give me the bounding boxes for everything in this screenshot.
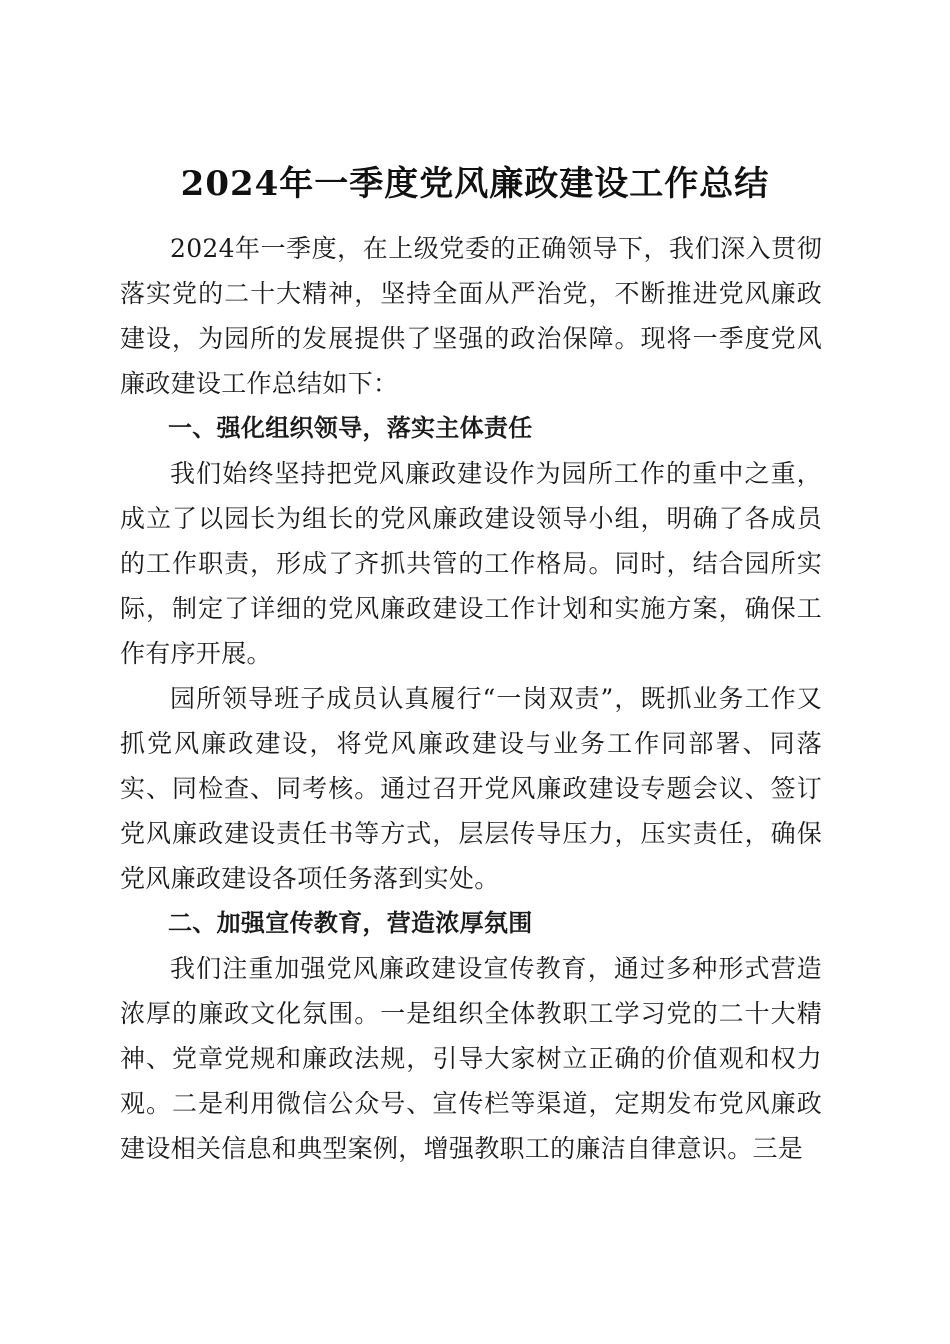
section-heading-2: 二、加强宣传教育，营造浓厚氛围 (168, 909, 533, 937)
intro-paragraph: 2024年一季度，在上级党委的正确领导下，我们深入贯彻落实党的二十大精神，坚持全面从严治党，不断推进党风廉政建设，为园所的发展提供了坚强的政治保障。现将一季度党风廉政建设工作总结如下： (120, 234, 822, 398)
section-2-paragraph-1: 我们注重加强党风廉政建设宣传教育，通过多种形式营造浓厚的廉政文化氛围。一是组织全体教职工学习党的二十大精神、党章党规和廉政法规，引导大家树立正确的价值观和权力观。二是利用微信公众号、宣传栏等渠道，定期发布党风廉政建设相关信息和典型案例，增强教职工的廉洁自律意识。三是 (120, 954, 822, 1163)
document-body (120, 226, 822, 1171)
document-title: 2024年一季度党风廉政建设工作总结 (180, 163, 770, 204)
section-1-paragraph-2: 园所领导班子成员认真履行“一岗双责”，既抓业务工作又抓党风廉政建设，将党风廉政建设与业务工作同部署、同落实、同检查、同考核。通过召开党风廉政建设专题会议、签订党风廉政建设责任书等方式，层层传导压力，压实责任，确保党风廉政建设各项任务落到实处。 (120, 684, 822, 893)
section-heading-1: 一、强化组织领导，落实主体责任 (168, 414, 533, 442)
section-1-paragraph-1: 我们始终坚持把党风廉政建设作为园所工作的重中之重，成立了以园长为组长的党风廉政建设领导小组，明确了各成员的工作职责，形成了齐抓共管的工作格局。同时，结合园所实际，制定了详细的党风廉政建设工作计划和实施方案，确保工作有序开展。 (120, 459, 822, 668)
